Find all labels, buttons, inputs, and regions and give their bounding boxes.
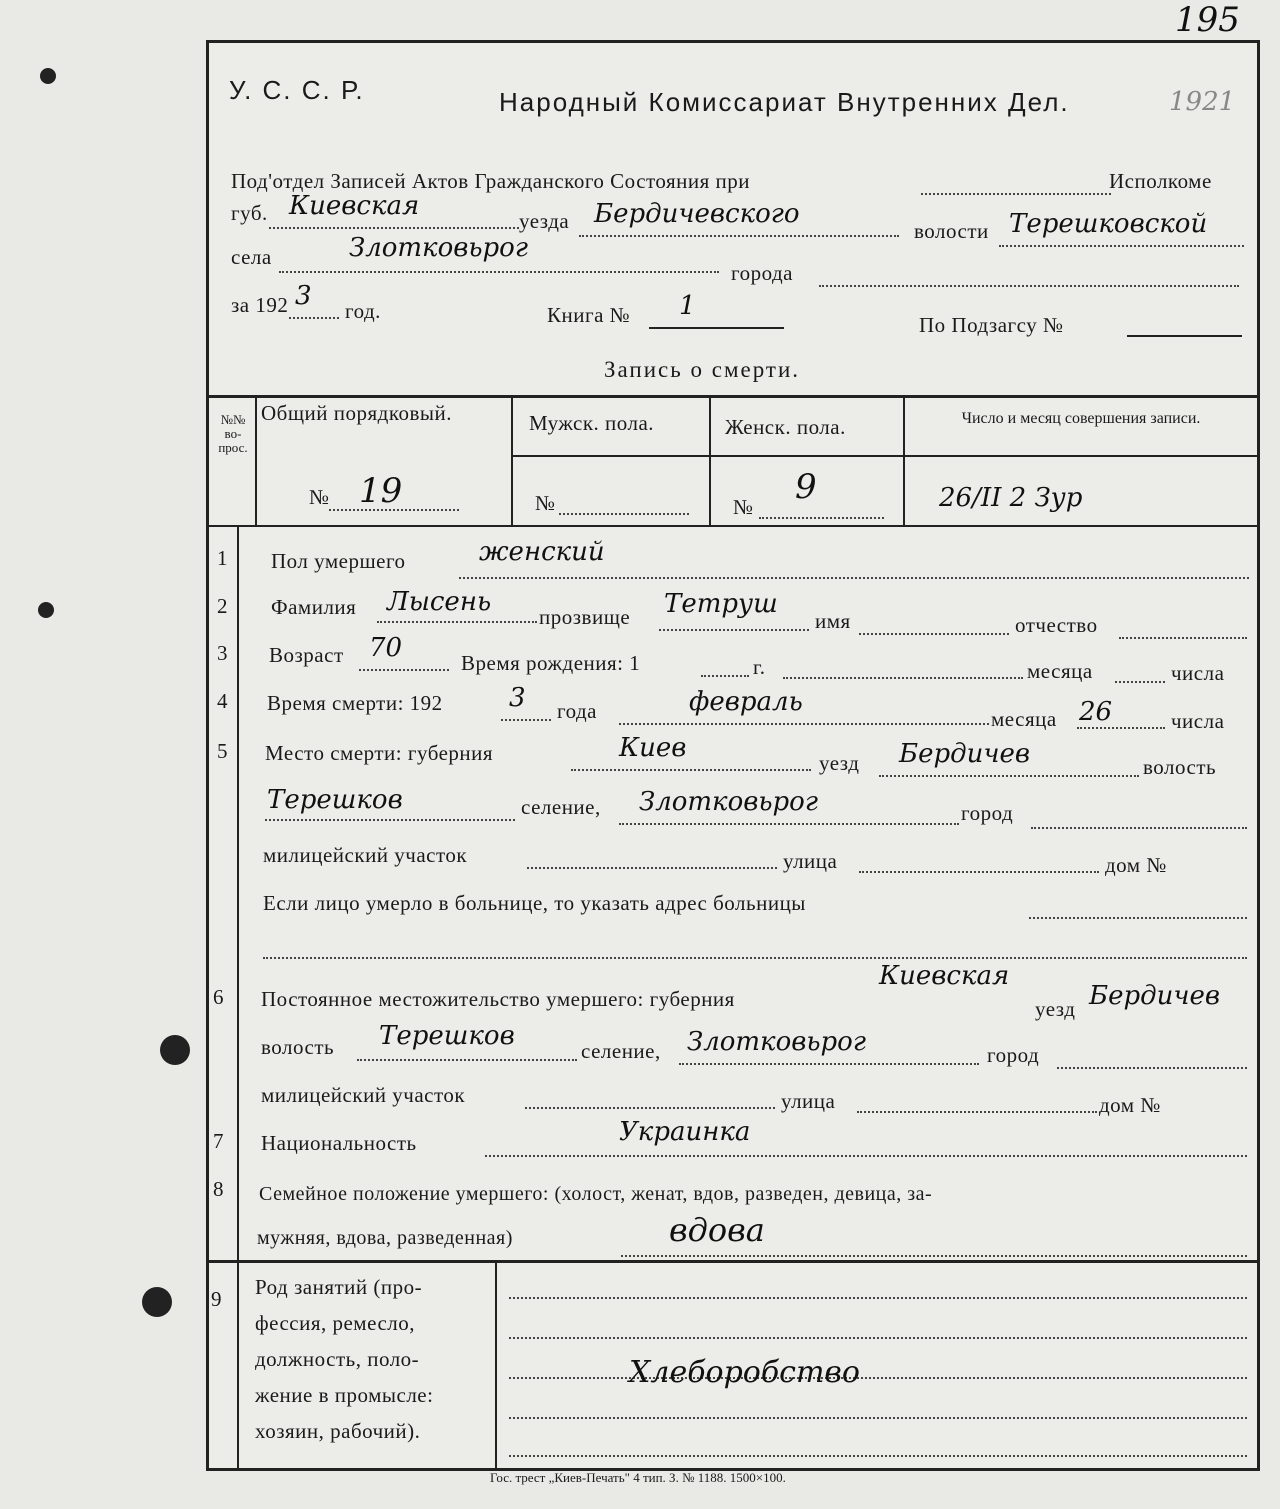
col-date-header: Число и месяц совершения записи.: [961, 410, 1201, 427]
row-number: 2: [217, 594, 228, 618]
podzagsu-label: По Подзагсу №: [919, 313, 1064, 337]
residence-uezd-value: Бердичев: [1089, 981, 1221, 1011]
dotted-line: [509, 1377, 1247, 1379]
residence-volost-value: Терешков: [379, 1021, 515, 1051]
record-title: Запись о смерти.: [604, 357, 801, 382]
row-number: 8: [213, 1177, 224, 1201]
dotted-line: [357, 1059, 577, 1061]
page-number: 195: [1175, 0, 1240, 40]
death-militsia-label: милицейский участок: [263, 843, 468, 867]
dotted-line: [857, 1111, 1097, 1113]
hospital-label: Если лицо умерло в больнице, то указать адрес больницы: [263, 891, 806, 915]
dotted-line: [571, 769, 811, 771]
row-number: 5: [217, 739, 228, 763]
residence-selenie-value: Злотковьрог: [687, 1027, 866, 1057]
sex-value: женский: [479, 537, 605, 567]
volost-label: волости: [914, 219, 989, 243]
dotted-line: [619, 723, 989, 725]
dotted-line: [525, 1107, 775, 1109]
table-header-line: [511, 455, 1257, 457]
underline: [1127, 335, 1242, 337]
col-nn-header: №№ во- прос.: [218, 412, 248, 455]
death-time-label: Время смерти: 192: [267, 691, 443, 715]
nationality-value: Украинка: [619, 1117, 751, 1147]
dotted-line: [579, 235, 899, 237]
death-selenie-value: Злотковьрог: [639, 787, 818, 817]
death-place-label: Место смерти: губерния: [265, 741, 494, 765]
residence-dom-label: дом №: [1099, 1093, 1161, 1117]
row-number: 3: [217, 641, 228, 665]
death-goda-label: года: [557, 699, 597, 723]
death-record-form: [206, 40, 1260, 1471]
row9-top-border: [209, 1260, 1257, 1263]
commissariat-title: Народный Комиссариат Внутренних Дел.: [499, 87, 1070, 117]
dotted-line: [265, 819, 515, 821]
female-no-value: 9: [795, 467, 817, 507]
dotted-line: [377, 621, 537, 623]
dotted-line: [485, 1155, 1247, 1157]
dotted-line: [279, 271, 719, 273]
occupation-label-1: Род занятий (про-: [255, 1275, 423, 1299]
dotted-line: [263, 957, 1247, 959]
dotted-line: [679, 1063, 979, 1065]
year-label: за 192: [231, 293, 289, 317]
dotted-line: [879, 775, 1139, 777]
row-number: 1: [217, 546, 228, 570]
dotted-line: [859, 871, 1099, 873]
occupation-label-2: фессия, ремесло,: [255, 1311, 415, 1335]
marital-value: вдова: [669, 1211, 765, 1249]
residence-militsia-label: милицейский участок: [261, 1083, 466, 1107]
punch-hole: [142, 1287, 172, 1317]
dotted-line: [329, 509, 459, 511]
otchestvo-label: отчество: [1015, 613, 1098, 637]
row-number: 6: [213, 985, 224, 1009]
dotted-line: [1077, 727, 1165, 729]
death-gub-value: Киев: [619, 733, 687, 763]
table-divider: [903, 395, 905, 525]
female-no-label: №: [733, 495, 754, 519]
dotted-line: [1031, 827, 1247, 829]
dotted-line: [783, 677, 1023, 679]
death-gorod-label: город: [961, 801, 1014, 825]
underline: [649, 327, 784, 329]
row9-number-divider: [237, 1260, 239, 1468]
imya-label: имя: [815, 609, 851, 633]
vozrast-value: 70: [369, 633, 403, 663]
dotted-line: [859, 633, 1009, 635]
col-general-header: Общий порядковый.: [261, 401, 452, 425]
occupation-label-3: должность, поло-: [255, 1347, 420, 1371]
col-female-header: Женск. пола.: [725, 415, 846, 439]
birth-day-label: числа: [1171, 661, 1225, 685]
dotted-line: [1119, 637, 1247, 639]
marital-label-1: Семейное положение умершего: (холост, женат, вдов, разведен, девица, за-: [259, 1183, 933, 1205]
death-month-label: месяца: [991, 707, 1057, 731]
dotted-line: [759, 517, 884, 519]
marital-label-2: мужняя, вдова, разведенная): [257, 1227, 513, 1249]
death-month-value: февраль: [689, 687, 803, 717]
table-top-border: [209, 395, 1257, 398]
death-uezd-label: уезд: [819, 751, 860, 775]
year-value: 3: [295, 281, 312, 311]
prozvische-label: прозвище: [539, 605, 631, 629]
selo-label: села: [231, 245, 272, 269]
dotted-line: [509, 1297, 1247, 1299]
gub-label: губ.: [231, 201, 268, 225]
familiya-label: Фамилия: [271, 595, 357, 619]
dotted-line: [701, 675, 749, 677]
row-number: 4: [217, 689, 228, 713]
residence-gorod-label: город: [987, 1043, 1040, 1067]
residence-uezd-label: уезд: [1035, 997, 1076, 1021]
punch-hole: [160, 1035, 190, 1065]
number-column-divider: [237, 525, 239, 1260]
dotted-line: [289, 317, 339, 319]
row-number: 7: [213, 1129, 224, 1153]
birth-g-label: г.: [753, 655, 766, 679]
occupation-value: Хлеборобство: [629, 1355, 860, 1390]
residence-volost-label: волость: [261, 1035, 335, 1059]
table-divider: [511, 395, 513, 525]
ispolkom-label: Исполкоме: [1109, 169, 1212, 193]
record-date-value: 26/II 2 Зур: [939, 483, 1083, 513]
gub-value: Киевская: [289, 191, 420, 221]
vozrast-label: Возраст: [269, 643, 344, 667]
familiya-value: Лысень: [387, 587, 492, 617]
republic-title: У. С. С. Р.: [229, 75, 365, 105]
dotted-line: [999, 245, 1244, 247]
volost-value: Терешковской: [1009, 209, 1208, 239]
residence-gub-value: Киевская: [879, 961, 1010, 991]
death-volost-label: волость: [1143, 755, 1217, 779]
death-day-value: 26: [1079, 697, 1113, 727]
general-no-label: №: [309, 485, 330, 509]
dotted-line: [509, 1455, 1247, 1457]
occupation-label-4: жение в промысле:: [255, 1383, 434, 1407]
dotted-line: [1115, 681, 1165, 683]
uezd-label: уезда: [519, 209, 570, 233]
dotted-line: [1057, 1067, 1247, 1069]
row-number: 9: [211, 1287, 222, 1311]
punch-hole: [38, 602, 54, 618]
general-no-value: 19: [359, 471, 403, 511]
selo-value: Злотковьрог: [349, 233, 528, 263]
nationality-label: Национальность: [261, 1131, 417, 1155]
table-divider: [255, 395, 257, 525]
dotted-line: [509, 1337, 1247, 1339]
death-dom-label: дом №: [1105, 853, 1167, 877]
dotted-line: [527, 867, 777, 869]
occupation-label-5: хозяин, рабочий).: [255, 1419, 421, 1443]
dotted-line: [559, 513, 689, 515]
death-year-value: 3: [509, 683, 526, 713]
dotted-line: [459, 577, 1249, 579]
god-label: год.: [345, 299, 381, 323]
residence-selenie-label: селение,: [581, 1039, 661, 1063]
kniga-value: 1: [679, 291, 696, 321]
dotted-line: [509, 1417, 1247, 1419]
punch-hole: [40, 68, 56, 84]
printer-footer: Гос. трест „Киев-Печать" 4 тип. З. № 1188. 1500×100.: [490, 1470, 786, 1485]
death-ulitsa-label: улица: [783, 849, 838, 873]
goroda-label: города: [731, 261, 793, 285]
uezd-value: Бердичевского: [594, 199, 800, 229]
prozvische-value: Тетруш: [664, 589, 778, 619]
dotted-line: [359, 669, 449, 671]
corner-mark: 1921: [1169, 87, 1236, 117]
residence-ulitsa-label: улица: [781, 1089, 836, 1113]
row9-label-divider: [495, 1260, 497, 1468]
residence-label: Постоянное местожительство умершего: губерния: [261, 987, 735, 1011]
kniga-label: Книга №: [547, 303, 631, 327]
death-selenie-label: селение,: [521, 795, 601, 819]
dotted-line: [269, 227, 519, 229]
table-bottom-border: [209, 525, 1257, 527]
death-volost-value: Терешков: [267, 785, 403, 815]
dotted-line: [659, 629, 809, 631]
registry-line: Под'отдел Записей Актов Гражданского Состояния при: [231, 169, 751, 193]
birth-month-label: месяца: [1027, 659, 1093, 683]
dotted-line: [619, 823, 959, 825]
col-male-header: Мужск. пола.: [529, 411, 655, 435]
sex-label: Пол умершего: [271, 549, 406, 573]
dotted-line: [501, 719, 551, 721]
dotted-line: [819, 285, 1239, 287]
dotted-line: [1029, 917, 1247, 919]
death-uezd-value: Бердичев: [899, 739, 1031, 769]
birth-label: Время рождения: 1: [461, 651, 641, 675]
table-divider: [709, 395, 711, 525]
dotted-line: [621, 1255, 1247, 1257]
male-no-label: №: [535, 491, 556, 515]
dotted-line: [921, 193, 1111, 195]
death-day-label: числа: [1171, 709, 1225, 733]
